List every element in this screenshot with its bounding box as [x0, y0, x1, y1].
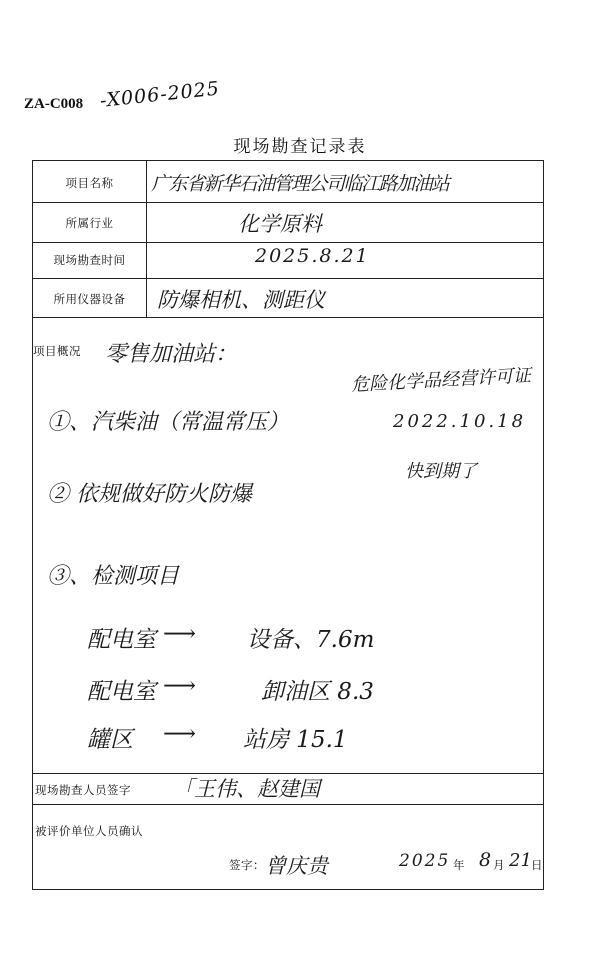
measure-3-from: 罐区 [87, 727, 133, 753]
overview-heading: 零售加油站： [105, 342, 238, 367]
survey-time-label: 现场勘查时间 [53, 253, 126, 267]
license-expiry-note: 快到期了 [405, 461, 477, 482]
month-char: 月 [493, 858, 505, 872]
confirmation-sign-label: 签字： [229, 858, 265, 872]
confirm-year: 2025 [399, 851, 451, 871]
measure-3-to: 站房 15.1 [243, 727, 348, 753]
instruments-label: 所用仪器设备 [53, 292, 126, 306]
license-date: 2022.10.18 [393, 411, 527, 432]
industry-label: 所属行业 [65, 216, 114, 230]
row-divider [33, 804, 543, 805]
survey-time-value: 2025.8.21 [255, 245, 370, 267]
form-title: 现场勘查记录表 [233, 137, 367, 157]
measure-3-arrow: ⟶ [163, 721, 196, 747]
measure-2-arrow: ⟶ [163, 673, 196, 699]
surveyor-signatures: 「王伟、赵建国 [173, 777, 320, 801]
overview-item-2: ② 依规做好防火防爆 [47, 482, 252, 507]
project-name-label: 项目名称 [65, 176, 114, 190]
overview-label: 项目概况 [33, 344, 81, 358]
surveyor-signature-label: 现场勘查人员签字 [35, 783, 131, 797]
measure-2-to: 卸油区 8.3 [261, 679, 374, 705]
measure-1-arrow: ⟶ [163, 621, 196, 647]
confirmation-signature: 曾庆贵 [265, 854, 328, 878]
row-divider [33, 242, 543, 243]
instruments-value: 防爆相机、测距仪 [157, 288, 325, 312]
measure-1-to: 设备、7.6m [247, 627, 375, 653]
row-divider [33, 278, 543, 279]
year-char: 年 [453, 858, 465, 872]
overview-item-3: ③、检测项目 [47, 564, 180, 589]
form-table [32, 160, 544, 890]
measure-2-from: 配电室 [87, 679, 156, 705]
confirm-month: 8 [479, 849, 492, 871]
label-column-divider [146, 161, 147, 317]
license-note: 危险化学品经营许可证 [350, 365, 532, 396]
confirm-day: 21 [509, 850, 532, 871]
industry-value: 化学原料 [238, 212, 322, 236]
handwritten-code: -X006-2025 [98, 77, 221, 112]
row-divider [33, 317, 543, 318]
measure-1-from: 配电室 [87, 627, 156, 653]
day-char: 日 [531, 858, 543, 872]
row-divider [33, 202, 543, 203]
project-name-value: 广东省新华石油管理公司临江路加油站 [151, 173, 449, 195]
confirmation-label: 被评价单位人员确认 [35, 824, 143, 838]
form-code: ZA-C008 [24, 96, 84, 112]
overview-item-1: ①、汽柴油（常温常压） [47, 410, 290, 435]
